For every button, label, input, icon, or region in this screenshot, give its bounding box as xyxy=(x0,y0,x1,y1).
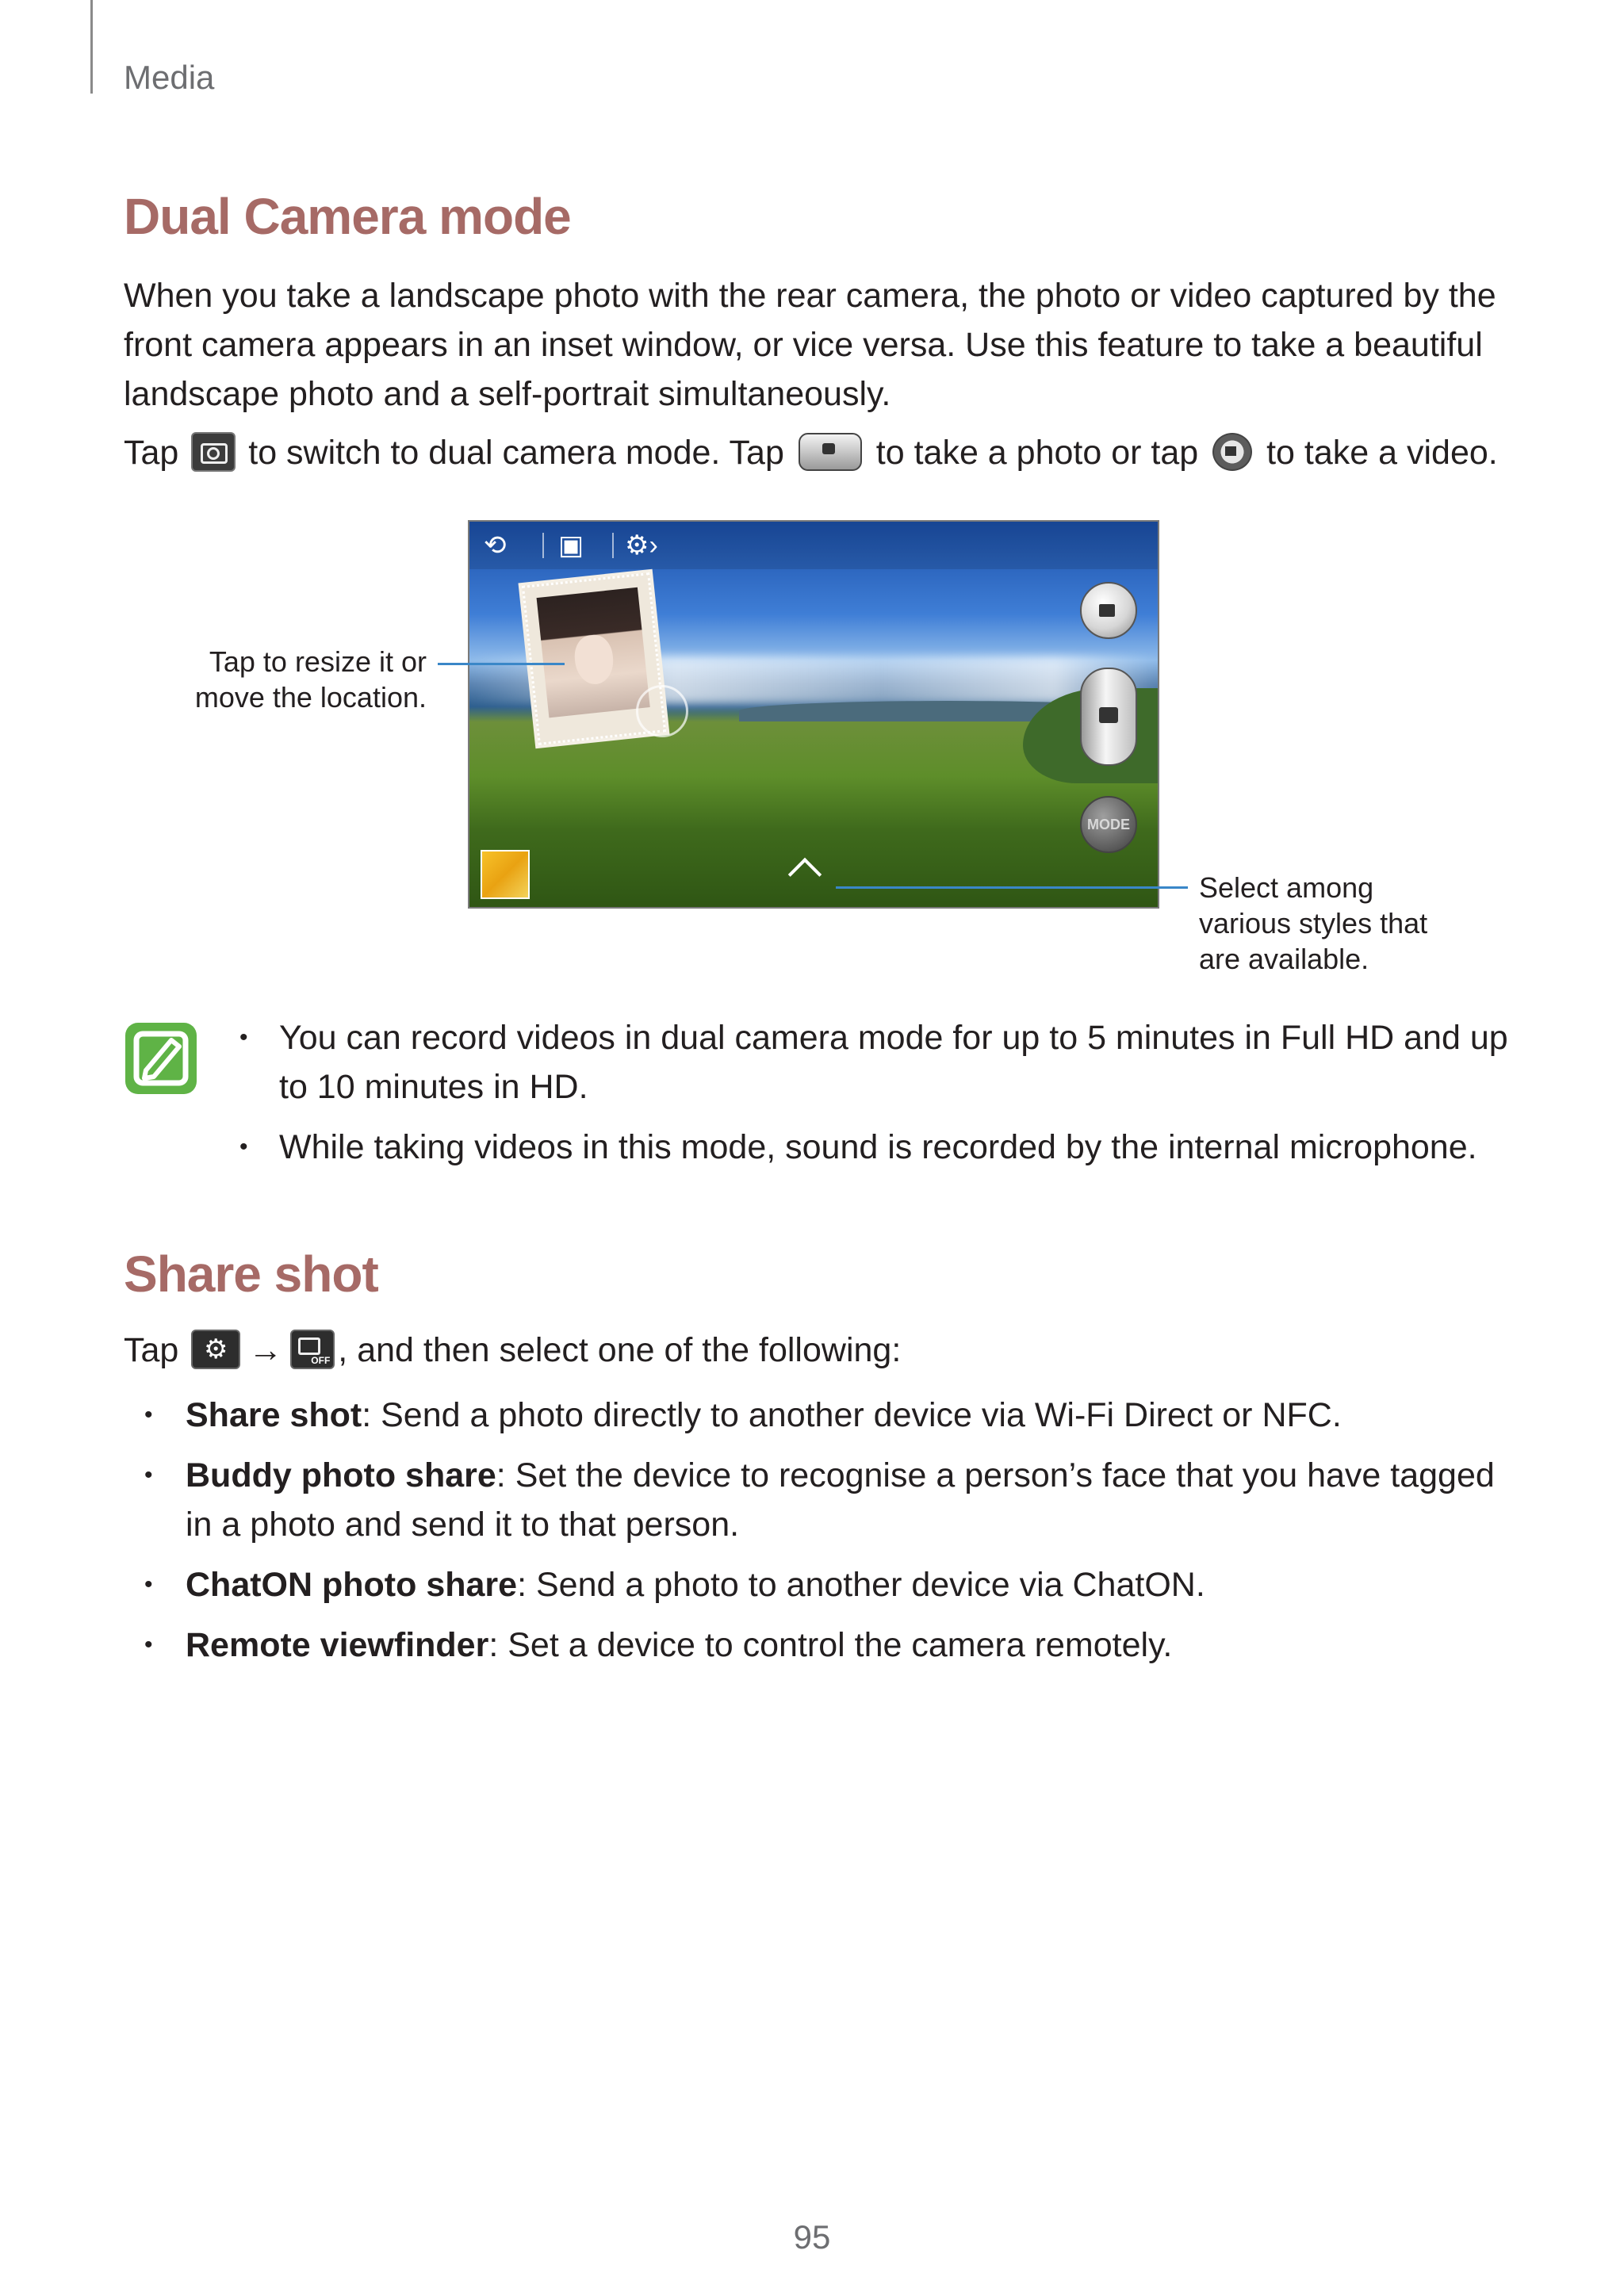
option-term: Remote viewfinder xyxy=(186,1626,489,1664)
callout-line-left xyxy=(438,663,565,665)
video-button-icon xyxy=(1212,433,1252,471)
self-portrait xyxy=(537,587,650,718)
note-text: While taking videos in this mode, sound is recorded by the internal microphone. xyxy=(279,1128,1477,1166)
option-desc: : Set the device to recognise a person’s face that you have tagged in a photo and send it to that person. xyxy=(186,1456,1495,1544)
shutter-button[interactable] xyxy=(1080,668,1137,766)
option-desc: : Send a photo directly to another device via Wi-Fi Direct or NFC. xyxy=(362,1396,1342,1434)
dual-camera-heading: Dual Camera mode xyxy=(124,188,571,245)
face xyxy=(573,633,615,687)
settings-icon: ⚙ xyxy=(191,1330,240,1369)
chevron-up-icon[interactable] xyxy=(788,858,822,891)
bullet: • xyxy=(239,1024,248,1050)
page-edge-rule xyxy=(90,0,93,94)
record-video-button[interactable] xyxy=(1080,582,1137,639)
off-badge: OFF xyxy=(311,1354,331,1366)
separator xyxy=(612,533,614,558)
callout-line-right xyxy=(836,886,1188,889)
camera-button-icon xyxy=(799,433,862,471)
section-label: Media xyxy=(124,59,215,96)
settings-icon[interactable]: ⚙› xyxy=(625,530,658,561)
switch-camera-icon[interactable]: ⟲ xyxy=(484,530,507,561)
option-item xyxy=(140,1451,1519,1549)
dual-camera-instruction xyxy=(124,428,1519,477)
camera-screenshot xyxy=(468,520,1159,909)
bullet: • xyxy=(144,1402,153,1428)
callout-styles: Select among various styles that are available. xyxy=(1199,871,1428,975)
arrow: → xyxy=(248,1331,283,1369)
bullet: • xyxy=(144,1571,153,1598)
option-term: Buddy photo share xyxy=(186,1456,496,1494)
separator xyxy=(542,533,544,558)
option-item xyxy=(140,1391,1519,1440)
share-shot-heading: Share shot xyxy=(124,1246,378,1303)
instruction-text: Tap xyxy=(124,434,179,472)
bullet: • xyxy=(239,1134,248,1160)
instruction-text: , and then select one of the following: xyxy=(338,1331,902,1369)
share-shot-off-icon xyxy=(290,1330,335,1369)
dual-camera-intro: When you take a landscape photo with the rear camera, the photo or video captured by the front camera appears in an inset window, or vice versa. Use this feature to take a beautiful landscape photo and a self-portrait simultaneously. xyxy=(124,277,1496,413)
option-item xyxy=(140,1560,1519,1609)
option-term: Share shot xyxy=(186,1396,362,1434)
option-term: ChatON photo share xyxy=(186,1566,518,1604)
dual-camera-icon xyxy=(191,432,236,472)
resize-handle[interactable] xyxy=(636,685,688,737)
camera-top-bar xyxy=(469,522,1158,569)
share-options-list xyxy=(140,1391,1519,1681)
instruction-text: to switch to dual camera mode. Tap xyxy=(248,434,784,472)
instruction-text: to take a photo or tap xyxy=(875,434,1199,472)
callout-resize: Tap to resize it or move the location. xyxy=(194,645,427,714)
mode-button[interactable]: MODE xyxy=(1080,796,1137,853)
notes-list xyxy=(235,1013,1519,1183)
option-item xyxy=(140,1621,1519,1670)
instruction-text: to take a video. xyxy=(1266,434,1498,472)
bullet: • xyxy=(144,1632,153,1658)
option-desc: : Send a photo to another device via ChatON. xyxy=(517,1566,1205,1604)
note-item xyxy=(235,1013,1519,1112)
instruction-text: Tap xyxy=(124,1331,179,1369)
note-icon xyxy=(125,1023,197,1094)
gallery-thumbnail[interactable] xyxy=(481,850,530,899)
dual-camera-icon[interactable]: ▣ xyxy=(558,530,584,561)
share-shot-instruction xyxy=(124,1326,1519,1375)
page-number: 95 xyxy=(793,2218,831,2256)
note-text: You can record videos in dual camera mode for up to 5 minutes in Full HD and up to 10 minutes in HD. xyxy=(279,1019,1508,1106)
option-desc: : Set a device to control the camera remotely. xyxy=(488,1626,1173,1664)
note-item xyxy=(235,1123,1519,1172)
bullet: • xyxy=(144,1462,153,1488)
